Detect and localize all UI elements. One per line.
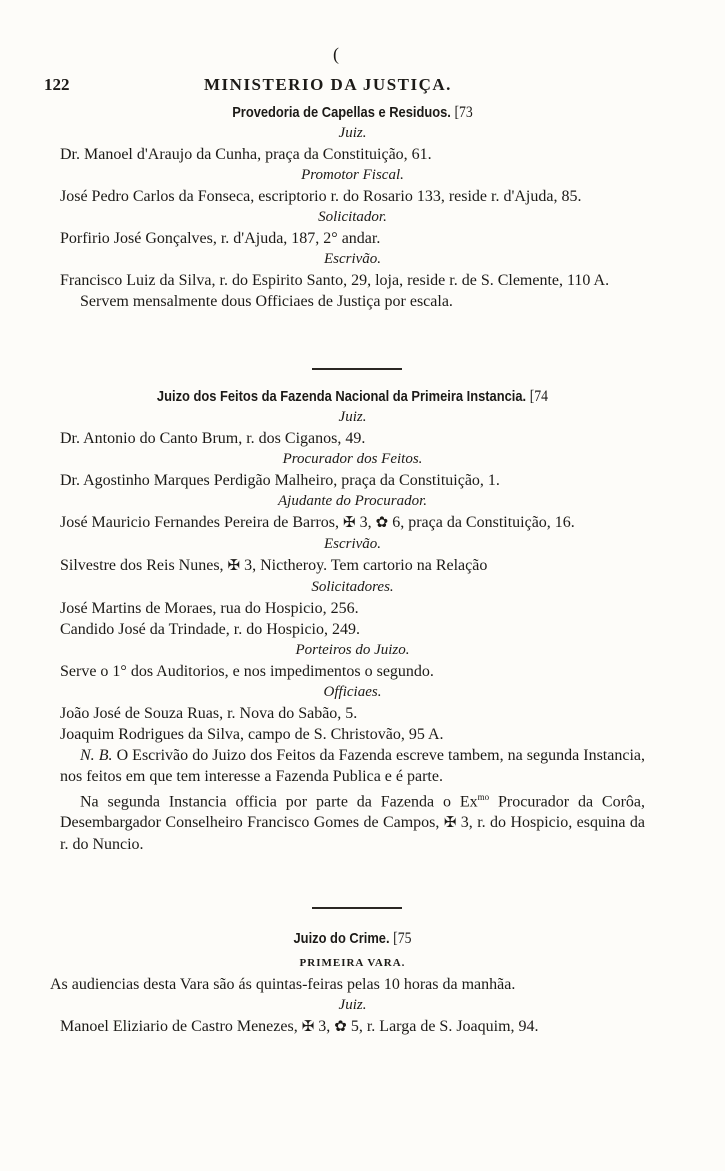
section-divider [312,907,402,909]
entry: Dr. Antonio do Canto Brum, r. dos Ciganos, 49. [60,430,366,447]
nota-bene [60,745,645,787]
running-title: MINISTERIO DA JUSTIÇA. [204,75,452,94]
entry [60,1016,645,1038]
section-title-text: Juizo dos Feitos da Fazenda Nacional da Primeira Instancia. [156,388,527,405]
role-heading: Solicitadores. [311,579,394,595]
note: Servem mensalmente dous Officiaes de Justiça por escala. [80,293,453,310]
entry-text: Manoel Eliziario de Castro Menezes, [60,1018,298,1035]
section-divider [312,368,402,370]
section-number: [73 [454,104,473,121]
section-title [101,386,604,407]
role-heading: Juiz. [338,997,367,1013]
superscript: mo [477,792,490,802]
entry: José Martins de Moraes, rua do Hospicio, 256. [60,600,359,617]
role-heading: Juiz. [338,125,367,141]
role-heading: Porteiros do Juizo. [295,642,410,658]
section-number: [74 [529,388,549,405]
entry: Dr. Agostinho Marques Perdigão Malheiro, praça da Constituição, 1. [60,472,500,489]
running-header [44,74,644,96]
section-title-text: Juizo do Crime. [293,930,390,947]
entry: Dr. Manoel d'Araujo da Cunha, praça da Constituição, 61. [60,146,432,163]
paragraph [60,787,645,855]
paragraph-text: 3, r. do Hospicio, esquina da r. do Nuncio. [60,814,645,854]
order-cross-icon: ✠ [343,515,356,531]
role-heading: Promotor Fiscal. [301,167,404,183]
entry: As audiencias desta Vara são ás quintas-feiras pelas 10 horas da manhãa. [50,976,516,993]
page-number: 122 [44,75,70,94]
role-heading: Procurador dos Feitos. [282,451,423,467]
entry: Serve o 1° dos Auditorios, e nos impedimentos o segundo. [60,663,434,680]
entry-text: 3, [318,1018,331,1035]
entry: Joaquim Rodrigues da Silva, campo de S. Christovão, 95 A. [60,726,444,743]
section-title [101,928,604,949]
order-cross-icon: ✠ [301,1019,315,1035]
section-title [101,102,604,123]
entry [60,512,645,534]
order-rose-icon: ✿ [334,1019,347,1035]
page-mark: ( [333,44,339,64]
entry: João José de Souza Ruas, r. Nova do Sabão, 5. [60,705,358,722]
entry [60,555,645,577]
nb-text: O Escrivão do Juizo dos Feitos da Fazenda escreve tambem, na segunda Instancia, nos feitos em que tem interesse a Fazenda Publica e é parte. [60,747,646,785]
paragraph-text: Na segunda Instancia officia por parte da Fazenda o Ex [80,793,478,811]
entry-text: 3, Nictheroy. Tem cartorio na Relação [244,557,488,574]
order-cross-icon: ✠ [443,815,457,832]
entry: José Pedro Carlos da Fonseca, escriptorio r. do Rosario 133, reside r. d'Ajuda, 85. [60,188,582,205]
role-heading: Escrivão. [323,536,382,552]
entry-text: 5, r. Larga de S. Joaquim, 94. [350,1018,539,1035]
entry: Porfirio José Gonçalves, r. d'Ajuda, 187, 2° andar. [60,230,381,247]
entry-text: 6, praça da Constituição, 16. [392,514,575,531]
entry-text: José Mauricio Fernandes Pereira de Barros, [60,514,340,531]
entry: Candido José da Trindade, r. do Hospicio, 249. [60,621,360,638]
order-cross-icon: ✠ [227,558,241,574]
role-heading: Officiaes. [323,684,382,700]
entry-text: Silvestre dos Reis Nunes, [60,557,224,574]
section-title-text: Provedoria de Capellas e Residuos. [232,104,451,121]
section-number: [75 [393,930,412,947]
paragraph-text: Procurador da Corôa, Desembargador Conselheiro Francisco Gomes de Campos, [60,793,646,832]
section-crime [50,928,645,1038]
role-heading: Solicitador. [318,209,387,225]
section-feitos-fazenda [60,386,645,855]
nb-label: N. B. [80,747,113,764]
order-rose-icon: ✿ [375,515,389,531]
subsection-title: PRIMEIRA VARA. [299,957,406,969]
role-heading: Escrivão. [323,251,382,267]
role-heading: Ajudante do Procurador. [277,493,428,509]
entry: Francisco Luiz da Silva, r. do Espirito Santo, 29, loja, reside r. de S. Clemente, 110 A. [60,272,610,289]
section-provedoria [60,102,645,312]
role-heading: Juiz. [338,409,367,425]
entry-text: 3, [359,514,372,531]
